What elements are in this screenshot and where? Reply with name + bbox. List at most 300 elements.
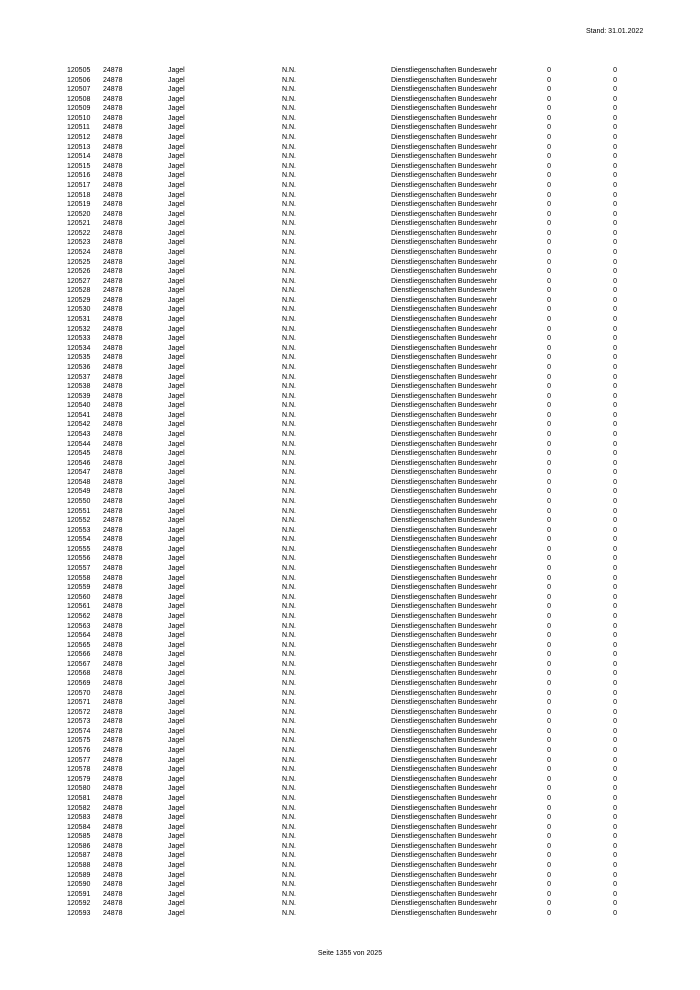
table-cell: 24878 (103, 450, 123, 458)
table-cell: 0 (613, 488, 617, 496)
table-cell: Dienstliegenschaften Bundeswehr (391, 363, 497, 371)
table-cell: Dienstliegenschaften Bundeswehr (391, 584, 497, 592)
table-cell: 24878 (103, 565, 123, 573)
table-cell: 0 (613, 756, 617, 764)
table-cell: 24878 (103, 660, 123, 668)
table-row (67, 114, 617, 124)
table-row (67, 162, 617, 172)
table-cell: 0 (613, 890, 617, 898)
table-cell: Jagel (168, 565, 185, 573)
table-cell: Dienstliegenschaften Bundeswehr (391, 277, 497, 285)
table-cell: 120514 (67, 153, 91, 161)
table-cell: 24878 (103, 229, 123, 237)
table-cell: 0 (613, 651, 617, 659)
table-cell: Dienstliegenschaften Bundeswehr (391, 478, 497, 486)
table-cell: N.N. (282, 632, 296, 640)
table-row (67, 267, 617, 277)
table-cell: 120537 (67, 373, 91, 381)
table-cell: 120554 (67, 536, 91, 544)
table-row (67, 392, 617, 402)
table-cell: 120557 (67, 565, 91, 573)
table-cell: 120534 (67, 344, 91, 352)
table-cell: 0 (547, 660, 551, 668)
table-cell: N.N. (282, 622, 296, 630)
table-cell: Dienstliegenschaften Bundeswehr (391, 622, 497, 630)
table-cell: 0 (613, 775, 617, 783)
table-cell: Dienstliegenschaften Bundeswehr (391, 181, 497, 189)
table-cell: 0 (613, 871, 617, 879)
table-cell: 0 (613, 699, 617, 707)
table-cell: Jagel (168, 153, 185, 161)
table-cell: 0 (613, 459, 617, 467)
table-cell: 0 (613, 517, 617, 525)
table-cell: Jagel (168, 392, 185, 400)
table-cell: 0 (613, 737, 617, 745)
table-cell: 0 (547, 641, 551, 649)
table-cell: N.N. (282, 306, 296, 314)
table-cell: 0 (613, 641, 617, 649)
table-cell: Dienstliegenschaften Bundeswehr (391, 172, 497, 180)
table-cell: 0 (547, 814, 551, 822)
table-cell: 0 (613, 344, 617, 352)
table-cell: Jagel (168, 584, 185, 592)
table-cell: 120585 (67, 833, 91, 841)
table-cell: N.N. (282, 172, 296, 180)
table-row (67, 650, 617, 660)
table-cell: N.N. (282, 373, 296, 381)
table-cell: 0 (613, 670, 617, 678)
table-cell: 120546 (67, 459, 91, 467)
table-cell: Dienstliegenschaften Bundeswehr (391, 316, 497, 324)
table-cell: Dienstliegenschaften Bundeswehr (391, 325, 497, 333)
table-cell: 120522 (67, 229, 91, 237)
table-cell: 120511 (67, 124, 90, 132)
table-row (67, 660, 617, 670)
table-row (67, 880, 617, 890)
table-cell: 120526 (67, 268, 91, 276)
table-cell: 0 (547, 392, 551, 400)
table-cell: 24878 (103, 890, 123, 898)
table-cell: 0 (613, 134, 617, 142)
table-cell: Dienstliegenschaften Bundeswehr (391, 871, 497, 879)
table-cell: 24878 (103, 823, 123, 831)
table-cell: 24878 (103, 785, 123, 793)
table-cell: 0 (547, 852, 551, 860)
table-cell: 0 (547, 593, 551, 601)
table-cell: Dienstliegenschaften Bundeswehr (391, 852, 497, 860)
table-cell: Dienstliegenschaften Bundeswehr (391, 287, 497, 295)
table-row (67, 123, 617, 133)
table-cell: 120584 (67, 823, 91, 831)
table-cell: 24878 (103, 210, 123, 218)
table-cell: 120558 (67, 574, 91, 582)
table-cell: Jagel (168, 861, 185, 869)
table-cell: 24878 (103, 612, 123, 620)
table-cell: Dienstliegenschaften Bundeswehr (391, 143, 497, 151)
table-row (67, 382, 617, 392)
table-cell: 24878 (103, 900, 123, 908)
table-cell: 0 (547, 76, 551, 84)
table-cell: 0 (547, 794, 551, 802)
table-cell: 24878 (103, 737, 123, 745)
table-cell: 120531 (67, 316, 91, 324)
table-cell: 0 (547, 565, 551, 573)
table-row (67, 641, 617, 651)
table-cell: 0 (547, 402, 551, 410)
table-cell: 0 (613, 612, 617, 620)
table-cell: 24878 (103, 680, 123, 687)
table-cell: 24878 (103, 181, 123, 189)
table-cell: Jagel (168, 306, 185, 314)
table-cell: 24878 (103, 632, 123, 640)
table-cell: 0 (613, 105, 617, 113)
table-cell: 0 (613, 785, 617, 793)
table-cell: 24878 (103, 316, 123, 324)
table-cell: 24878 (103, 124, 123, 132)
table-cell: 0 (613, 316, 617, 324)
table-cell: 0 (547, 172, 551, 180)
table-cell: 0 (613, 565, 617, 573)
table-row (67, 689, 617, 699)
table-cell: Jagel (168, 689, 185, 697)
table-cell: N.N. (282, 680, 296, 687)
table-cell: 120571 (67, 699, 91, 707)
table-cell: N.N. (282, 210, 296, 218)
table-cell: 120549 (67, 488, 91, 496)
table-cell: 0 (613, 603, 617, 611)
table-cell: Jagel (168, 794, 185, 802)
table-cell: 0 (547, 890, 551, 898)
table-cell: Jagel (168, 488, 185, 496)
table-cell: Dienstliegenschaften Bundeswehr (391, 747, 497, 755)
table-row (67, 813, 617, 823)
table-cell: N.N. (282, 641, 296, 649)
table-cell: 0 (547, 737, 551, 745)
table-cell: 0 (547, 526, 551, 534)
table-cell: Dienstliegenschaften Bundeswehr (391, 201, 497, 209)
table-cell: 0 (613, 632, 617, 640)
table-cell: 0 (547, 727, 551, 735)
table-row (67, 353, 617, 363)
table-cell: N.N. (282, 718, 296, 726)
table-cell: Dienstliegenschaften Bundeswehr (391, 258, 497, 266)
table-cell: 0 (547, 612, 551, 620)
table-cell: 0 (547, 823, 551, 831)
table-row (67, 191, 617, 201)
table-cell: 120530 (67, 306, 91, 314)
table-cell: 120559 (67, 584, 91, 592)
table-cell: 0 (613, 478, 617, 486)
table-cell: Jagel (168, 507, 185, 515)
table-cell: 24878 (103, 239, 123, 247)
table-cell: Jagel (168, 76, 185, 84)
table-cell: 120580 (67, 785, 91, 793)
table-cell: Dienstliegenschaften Bundeswehr (391, 833, 497, 841)
table-cell: Jagel (168, 354, 185, 362)
table-row (67, 85, 617, 95)
table-row (67, 277, 617, 287)
table-cell: 0 (547, 842, 551, 850)
table-cell: 120513 (67, 143, 91, 151)
table-row (67, 95, 617, 105)
table-row (67, 526, 617, 536)
table-cell: 0 (547, 239, 551, 247)
table-cell: 24878 (103, 488, 123, 496)
table-cell: N.N. (282, 660, 296, 668)
table-cell: 24878 (103, 134, 123, 142)
table-row (67, 487, 617, 497)
table-cell: 24878 (103, 861, 123, 869)
table-row (67, 890, 617, 900)
table-cell: Dienstliegenschaften Bundeswehr (391, 881, 497, 889)
table-cell: 120535 (67, 354, 91, 362)
table-cell: Jagel (168, 344, 185, 352)
table-cell: Dienstliegenschaften Bundeswehr (391, 536, 497, 544)
table-cell: Jagel (168, 459, 185, 467)
table-cell: 0 (613, 469, 617, 477)
table-cell: 120507 (67, 86, 91, 94)
table-cell: 0 (547, 191, 551, 199)
table-cell: Dienstliegenschaften Bundeswehr (391, 229, 497, 237)
table-cell: 120586 (67, 842, 91, 850)
table-cell: Jagel (168, 373, 185, 381)
table-cell: Jagel (168, 440, 185, 448)
table-cell: 0 (613, 363, 617, 371)
table-row (67, 440, 617, 450)
table-cell: 120568 (67, 670, 91, 678)
table-cell: Dienstliegenschaften Bundeswehr (391, 430, 497, 438)
table-cell: N.N. (282, 584, 296, 592)
table-cell: Jagel (168, 603, 185, 611)
table-row (67, 430, 617, 440)
table-cell: N.N. (282, 191, 296, 199)
table-cell: Jagel (168, 220, 185, 228)
table-cell: 120553 (67, 526, 91, 534)
table-cell: 120590 (67, 881, 91, 889)
table-cell: N.N. (282, 402, 296, 410)
table-cell: 120516 (67, 172, 91, 180)
table-row (67, 736, 617, 746)
table-row (67, 401, 617, 411)
table-cell: 0 (547, 478, 551, 486)
table-cell: Jagel (168, 574, 185, 582)
table-cell: 120512 (67, 134, 91, 142)
table-cell: 0 (613, 440, 617, 448)
table-cell: Dienstliegenschaften Bundeswehr (391, 335, 497, 343)
table-cell: Dienstliegenschaften Bundeswehr (391, 756, 497, 764)
table-cell: 0 (613, 76, 617, 84)
table-cell: 24878 (103, 689, 123, 697)
table-cell: 0 (547, 306, 551, 314)
table-cell: 0 (613, 114, 617, 122)
table-cell: 0 (613, 95, 617, 103)
table-cell: 120543 (67, 430, 91, 438)
table-cell: N.N. (282, 852, 296, 860)
table-cell: 24878 (103, 76, 123, 84)
table-cell: N.N. (282, 440, 296, 448)
table-cell: Jagel (168, 612, 185, 620)
table-row (67, 258, 617, 268)
table-cell: 0 (547, 871, 551, 879)
table-cell: Jagel (168, 316, 185, 324)
table-cell: 0 (613, 814, 617, 822)
table-cell: 0 (613, 296, 617, 304)
table-cell: 0 (547, 354, 551, 362)
table-cell: 24878 (103, 603, 123, 611)
table-cell: N.N. (282, 823, 296, 831)
table-cell: Dienstliegenschaften Bundeswehr (391, 555, 497, 563)
table-cell: 0 (547, 268, 551, 276)
table-cell: N.N. (282, 881, 296, 889)
table-cell: 0 (613, 526, 617, 534)
table-cell: Dienstliegenschaften Bundeswehr (391, 574, 497, 582)
table-cell: 0 (613, 680, 617, 687)
table-cell: N.N. (282, 727, 296, 735)
table-row (67, 315, 617, 325)
table-row (67, 574, 617, 584)
table-cell: 24878 (103, 804, 123, 812)
table-cell: Dienstliegenschaften Bundeswehr (391, 823, 497, 831)
table-cell: 0 (613, 660, 617, 668)
table-cell: 0 (613, 162, 617, 170)
table-row (67, 497, 617, 507)
table-cell: N.N. (282, 833, 296, 841)
table-cell: Jagel (168, 325, 185, 333)
table-cell: N.N. (282, 651, 296, 659)
table-cell: 24878 (103, 421, 123, 429)
table-cell: 0 (547, 804, 551, 812)
table-cell: N.N. (282, 335, 296, 343)
table-cell: 0 (547, 632, 551, 640)
table-cell: 120515 (67, 162, 91, 170)
table-cell: 120587 (67, 852, 91, 860)
table-cell: N.N. (282, 201, 296, 209)
table-cell: Jagel (168, 363, 185, 371)
table-cell: 120579 (67, 775, 91, 783)
table-cell: 24878 (103, 201, 123, 209)
table-row (67, 832, 617, 842)
table-cell: 24878 (103, 852, 123, 860)
table-cell: N.N. (282, 220, 296, 228)
table-cell: 120529 (67, 296, 91, 304)
table-cell: 0 (613, 622, 617, 630)
table-cell: 24878 (103, 459, 123, 467)
table-cell: 0 (547, 210, 551, 218)
table-cell: Jagel (168, 909, 185, 917)
table-cell: 0 (613, 143, 617, 151)
table-cell: 0 (547, 411, 551, 419)
table-row (67, 344, 617, 354)
table-cell: 0 (547, 718, 551, 726)
table-cell: 0 (613, 306, 617, 314)
table-cell: Dienstliegenschaften Bundeswehr (391, 565, 497, 573)
table-cell: 120570 (67, 689, 91, 697)
table-cell: N.N. (282, 248, 296, 256)
table-cell: 0 (613, 823, 617, 831)
table-cell: 0 (613, 909, 617, 917)
table-row (67, 564, 617, 574)
table-cell: Dienstliegenschaften Bundeswehr (391, 373, 497, 381)
table-cell: Jagel (168, 210, 185, 218)
table-cell: 0 (613, 718, 617, 726)
table-cell: 120564 (67, 632, 91, 640)
table-cell: N.N. (282, 871, 296, 879)
table-cell: 0 (613, 86, 617, 94)
table-cell: 0 (547, 498, 551, 506)
table-cell: Dienstliegenschaften Bundeswehr (391, 526, 497, 534)
table-cell: Jagel (168, 766, 185, 774)
table-row (67, 334, 617, 344)
table-cell: 0 (547, 105, 551, 113)
table-cell: 24878 (103, 498, 123, 506)
table-cell: Jagel (168, 421, 185, 429)
table-row (67, 363, 617, 373)
table-cell: N.N. (282, 804, 296, 812)
table-row (67, 612, 617, 622)
table-row (67, 717, 617, 727)
table-cell: Jagel (168, 718, 185, 726)
table-cell: Dienstliegenschaften Bundeswehr (391, 593, 497, 601)
table-cell: 0 (613, 450, 617, 458)
table-cell: 120556 (67, 555, 91, 563)
table-cell: Jagel (168, 268, 185, 276)
table-cell: N.N. (282, 450, 296, 458)
table-cell: 0 (547, 143, 551, 151)
table-row (67, 286, 617, 296)
table-cell: 120593 (67, 909, 91, 917)
table-cell: Dienstliegenschaften Bundeswehr (391, 861, 497, 869)
table-cell: 0 (613, 727, 617, 735)
table-cell: 0 (613, 248, 617, 256)
table-cell: 120574 (67, 727, 91, 735)
table-row (67, 459, 617, 469)
table-cell: 120573 (67, 718, 91, 726)
table-cell: N.N. (282, 785, 296, 793)
table-cell: N.N. (282, 162, 296, 170)
table-cell: 0 (613, 833, 617, 841)
table-cell: 0 (547, 421, 551, 429)
table-row (67, 420, 617, 430)
table-cell: Jagel (168, 651, 185, 659)
table-cell: 0 (613, 124, 617, 132)
table-cell: 0 (547, 699, 551, 707)
table-cell: 0 (547, 153, 551, 161)
table-cell: Jagel (168, 450, 185, 458)
table-row (67, 152, 617, 162)
table-cell: Jagel (168, 641, 185, 649)
table-cell: Jagel (168, 287, 185, 295)
table-cell: N.N. (282, 842, 296, 850)
table-cell: 0 (547, 536, 551, 544)
table-row (67, 248, 617, 258)
table-cell: N.N. (282, 890, 296, 898)
table-cell: 0 (613, 900, 617, 908)
table-row (67, 899, 617, 909)
table-cell: N.N. (282, 900, 296, 908)
table-cell: Jagel (168, 660, 185, 668)
table-cell: 0 (547, 861, 551, 869)
table-cell: 0 (547, 134, 551, 142)
table-cell: Jagel (168, 555, 185, 563)
table-cell: Jagel (168, 708, 185, 716)
table-cell: 0 (547, 603, 551, 611)
table-cell: 0 (613, 708, 617, 716)
table-cell: N.N. (282, 86, 296, 94)
table-cell: 24878 (103, 143, 123, 151)
table-cell: 24878 (103, 670, 123, 678)
table-cell: 0 (613, 335, 617, 343)
table-cell: Jagel (168, 699, 185, 707)
